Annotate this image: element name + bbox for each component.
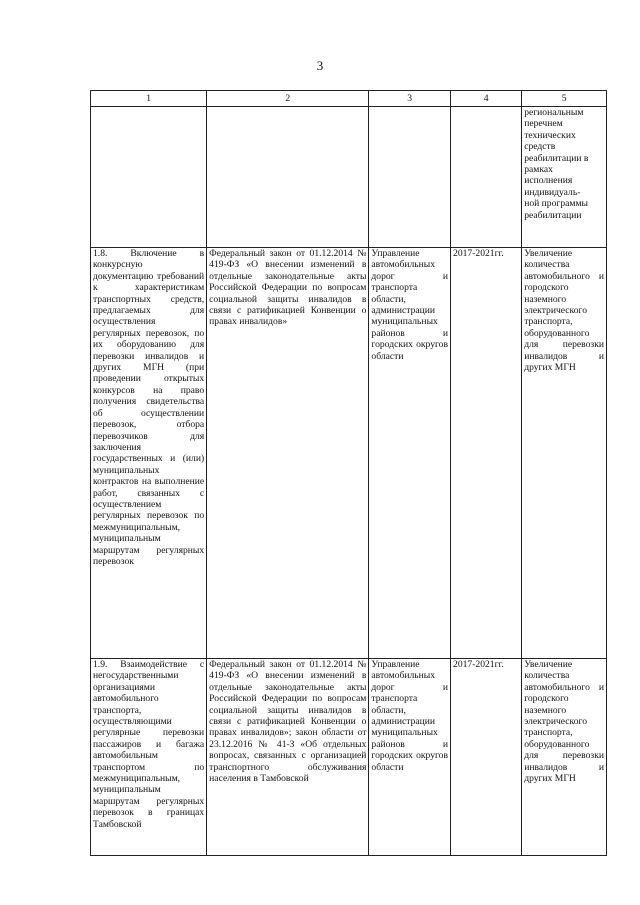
table-header-row: [91, 91, 607, 107]
cell-legal-basis: Федеральный закон от 01.12.2014 № 419-ФЗ «О внесении изменений в отдельные законодательные акты Российской Федерации по вопросам социальной защиты инвалидов в связи с ратификацией Конвенции о правах инвалидов»; закон области от 23.12.2016 № 41-З «Об отдельных вопросах, связанных с организацией транспортного обслуживания населения в Тамбовской: [207, 659, 369, 856]
column-number-4: 4: [451, 91, 522, 107]
cell-empty: [451, 107, 522, 248]
cell-period: 2017-2021гг.: [451, 659, 522, 856]
column-number-3: 3: [369, 91, 451, 107]
cell-expected-result: Увеличение количества автомобильного и городского наземного электрического транспорта, оборудованного для перевозки инвалидов и других МГН: [522, 659, 607, 856]
cell-measure: 1.9. Взаимодействие с негосударственными организациями автомобильного транспорта, осуществляющими регулярные перевозки пассажиров и багажа автомобильным транспортом по межмуниципальным, муниципальным маршрутам регулярных перевозок в границах Тамбовской: [91, 659, 207, 856]
table-row-1-8: [91, 248, 607, 659]
cell-empty: [369, 107, 451, 248]
cell-measure: 1.8. Включение в конкурсную документацию требований к характеристикам транспортных средств, предлагаемых для осуществления регулярных перевозок, по их оборудованию для перевозки инвалидов и других МГН (при проведении открытых конкурсов на право получения свидетельства об осуществлении перевозок, отбора перевозчиков для заключения государственных и (или) муниципальных контрактов на выполнение работ, связанных с осуществлением регулярных перевозок по межмуниципальным, муниципальным маршрутам регулярных перевозок: [91, 248, 207, 659]
cell-empty: [91, 107, 207, 248]
cell-legal-basis: Федеральный закон от 01.12.2014 № 419-ФЗ «О внесении изменений в отдельные законодательные акты Российской Федерации по вопросам социальной защиты инвалидов в связи с ратификацией Конвенции о правах инвалидов»: [207, 248, 369, 659]
measures-table: [90, 90, 607, 856]
cell-empty: [207, 107, 369, 248]
table-row-1-9: [91, 659, 607, 856]
column-number-2: 2: [207, 91, 369, 107]
cell-responsible: Управление автомобильных дорог и транспорта области, администрации муниципальных районов и городских округов области: [369, 659, 451, 856]
column-number-1: 1: [91, 91, 207, 107]
cell-responsible: Управление автомобильных дорог и транспорта области, администрации муниципальных районов и городских округов области: [369, 248, 451, 659]
cell-expected-result: региональным перечнем технических средств реабилитации в рамках исполнения индивидуаль- ной программы реабилитации: [522, 107, 607, 248]
page-number: 3: [316, 58, 324, 73]
cell-expected-result: Увеличение количества автомобильного и городского наземного электрического транспорта, оборудованного для перевозки инвалидов и других МГН: [522, 248, 607, 659]
table-row-continuation: [91, 107, 607, 248]
column-number-5: 5: [522, 91, 607, 107]
cell-period: 2017-2021гг.: [451, 248, 522, 659]
